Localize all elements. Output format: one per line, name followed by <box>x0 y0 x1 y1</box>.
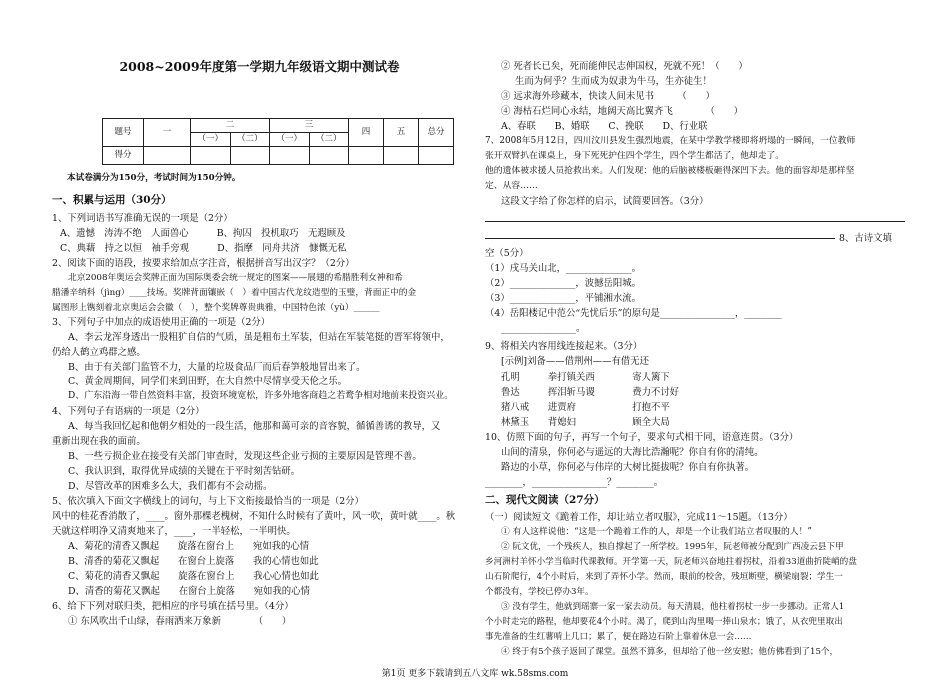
passage-line: 风中的桂花香消散了，____。窗外那棵老槐树，不知什么时候有了黄叶，风一吹，黄叶就____。秋 <box>52 511 456 522</box>
option-line: 重新出现在我的面前。 <box>52 436 146 447</box>
page-title: 2008~2009年度第一学期九年级语文期中测试卷 <box>119 59 400 74</box>
passage-line: ① 有人这样说他：“这是一个跪着工作的人，却是一个让我们站立者叹服的人！” <box>501 527 812 537</box>
score-cell: （一） <box>191 133 231 147</box>
question-line: 空（5分） <box>485 248 529 259</box>
question-line: 4、下列句子有语病的一项是（2分） <box>52 406 205 417</box>
option-line: 仍给人鹤立鸡群之感。 <box>52 347 146 358</box>
score-cell: （二） <box>230 133 270 147</box>
option-line: A、遗憾 涛涛不绝 人面兽心 B、拘囚 投机取巧 无遐顾及 <box>60 228 346 239</box>
passage-line: 个小时走完的路程，他却要花4个小时。渴了，爬到山沟里喝一捧山泉水；饿了，从衣兜里取出 <box>485 617 843 627</box>
blank-line[interactable]: ________，________________？________。 <box>485 477 664 488</box>
passage-line: 路边的小草，你何必与伟岸的大树比挺拔呢？你自有你执著。 <box>501 462 755 473</box>
option-line: A、菊花的清香又飘起 旋落在窗台上 宛如我的心情 <box>68 541 310 552</box>
example-line: [示例]刘备——借荆州——有借无还 <box>501 356 649 367</box>
score-input[interactable] <box>349 147 384 165</box>
option-line: B、清香的菊花又飘起 在窗台上旋落 我的心情也如此 <box>68 556 319 567</box>
score-input[interactable] <box>191 147 231 165</box>
score-input[interactable] <box>384 147 419 165</box>
score-input[interactable] <box>419 147 454 165</box>
score-cell: 得分 <box>103 147 144 165</box>
score-cell: 五 <box>384 119 419 147</box>
option-line: D、清香的菊花又飘起 在窗台上旋落 宛如我的心情 <box>68 586 310 597</box>
passage-line: 山石阶爬行，4个小时后，来到了弄怀小学。然而，眼前的校舍，残垣断壁，横梁扇裂；学生一 <box>485 572 843 582</box>
passage-line: 属图形上镌刻着北京奥运会会徽（ ），整个奖牌尊贵典雅，中国特色浓（yù）______ <box>52 303 380 313</box>
option-line: 生而为何乎？生而成为奴隶为牛马，生亦徒生！ <box>515 76 712 87</box>
score-cell: 二 <box>191 119 270 133</box>
score-cell: （二） <box>309 133 349 147</box>
score-cell: 题号 <box>103 119 144 147</box>
option-line: B、一些亏损企业在接受有关部门审查时，发现这些企业亏损的主要原因是管理不善。 <box>68 451 422 462</box>
score-table <box>102 118 454 165</box>
score-input[interactable] <box>230 147 270 165</box>
passage-line: 张开双臂扒在课桌上，身下死死护住四个学生，四个学生都活了，他却走了。 <box>485 151 785 161</box>
question-line: 5、依次填入下面文字横线上的词句，与上下文衔接最恰当的一项是（2分） <box>52 496 364 507</box>
option-line: A、李云龙浑身透出一股粗犷自信的气质，虽是粗布土军装，但站在军装笔挺的晋军将领中， <box>68 332 450 343</box>
question-line: 9、将相关内容用线连接起来。（3分） <box>485 341 643 352</box>
match-line: 猪八戒 进贾府 打抱不平 <box>501 402 670 413</box>
blank-line[interactable]: ________________。 <box>501 323 586 334</box>
passage-line: ② 阮文优，一个残疾人，独自撑起了一所学校。1995年，阮老师被分配到广西凌云县下甲 <box>501 542 844 552</box>
option-line: ④ 海枯石烂同心永结，地阔天高比翼齐飞 （ ） <box>501 106 744 117</box>
passage-line: ③ 没有学生，他就到瑶寨一家一家去动员。每天清晨，他柱着拐杖一步一步挪动。正常人1 <box>501 602 845 612</box>
page-footer: 第1页 更多下载请到五八文库 wk.58sms.com <box>381 669 569 679</box>
passage-line: 事先准备的生红薯啃上几口；累了，便在路边石阶上靠着休息一会…… <box>485 632 752 642</box>
passage-line: ④ 终于有5个孩子返回了课堂。虽然不算多，但却给了他一丝安慰；他仿佛看到了15个， <box>501 647 839 657</box>
question-line: 2、阅读下面的语段，按要求给加点字注音，根据拼音写出汉字？（2分） <box>52 258 355 269</box>
blank-line[interactable]: （2）______________，波撼岳阳城。 <box>485 278 641 289</box>
option-line: D、尽管改革的困难多么大，我们都有不会动摇。 <box>68 481 273 492</box>
section-heading: 一、积累与运用（30分） <box>52 194 172 206</box>
option-line: B、由于有关部门监管不力，大量的垃圾食品厂而后春笋般地冒出来了。 <box>68 362 366 373</box>
answer-line[interactable] <box>485 221 905 222</box>
passage-line: 腊潘辛纳科（jìng）____技场。奖牌背面镶嵌（ ）着中国古代龙纹造型的玉璧，背面正中的金 <box>52 288 417 298</box>
question-line: 8、古诗文填 <box>839 233 892 244</box>
match-line: 孔明 拳打镇关西 寄人篱下 <box>501 372 670 383</box>
option-line: ③ 远求海外珍藏本，快读人间未见书 （ ） <box>501 91 715 102</box>
question-line: 7、2008年5月12日，四川汶川县发生强烈地震，在某中学教学楼即将坍塌的一瞬间，一位教师 <box>485 136 856 146</box>
question-line: 10、仿照下面的句子，再写一个句子，要求句式相干同，语意连贯。（3分） <box>485 432 799 443</box>
option-line: ① 东风吹出千山绿，春雨洒来万象新 （ ） <box>68 616 292 627</box>
passage-line: 山间的清泉，你何必与遥远的大海比浩瀚呢？你自有你的清纯。 <box>501 447 764 458</box>
score-input[interactable] <box>144 147 191 165</box>
option-line: C、典藉 持之以恒 袖手旁观 D、指摩 同舟共济 慷慨无私 <box>60 243 347 254</box>
question-line: 这段文字给了你怎样的启示，试简要回答。（3分） <box>501 196 709 207</box>
exam-note: 本试卷满分为150分，考试时间为150分钟。 <box>67 173 241 183</box>
score-cell: （一） <box>270 133 310 147</box>
blank-line[interactable]: （1）戌马关山北，______________。 <box>485 263 641 274</box>
question-line: （一）阅读短文《跪着工作，却让站立者叹服》，完成11～15题。（13分） <box>485 512 793 523</box>
score-input[interactable] <box>309 147 349 165</box>
blank-line[interactable]: （3）______________，平铺湘水流。 <box>485 293 641 304</box>
question-line: 6、给下下列对联归类，把相应的序号填在括号里。（4分） <box>52 601 294 612</box>
passage-line: 个都没有，学校已停办3年。 <box>485 587 594 597</box>
question-line: 1、下列词语书写准确无误的一项是（2分） <box>52 213 233 224</box>
question-line: 3、下列句子中加点的成语使用正确的一项是（2分） <box>52 317 271 328</box>
match-line: 鲁达 挥泪斩马谡 费力不讨好 <box>501 387 680 398</box>
passage-line: 他的遗体被求援人员抢救出来。人们发现：他的后脑被楼板砸得深凹下去。他的面容却是那样坚 <box>485 166 855 176</box>
match-line: 林黛玉 背媳妇 顾全大局 <box>501 417 670 428</box>
passage-line: 乡河洲村羊怀小学当临时代课教师。开学第一天，阮老师兴奋地拄着拐杖，沿着33道曲折陡峭的盘 <box>485 557 857 567</box>
option-line: A、每当我回忆起和他朝夕相处的一段生活，他那和蔼可亲的音容貌，循循善诱的教导，又 <box>68 421 441 432</box>
option-line: D、广东沿海一带自然资料丰富，投资环境宽松，许多外地客商趋之若鹜争相对地前来投资兴业。 <box>68 391 454 401</box>
score-cell: 一 <box>144 119 191 147</box>
option-line: C、菊花的清香又飘起 旋落在窗台上 我心心情也如此 <box>68 571 319 582</box>
option-line: C、我认识到，取得优异成绩的关键在于平时刻苦钻研。 <box>68 466 301 477</box>
answer-line[interactable] <box>485 238 835 239</box>
section-heading: 二、现代文阅读（27分） <box>485 494 605 506</box>
passage-line: 天就这样明净又清爽地来了，____，一半轻松，一半明快。 <box>52 526 296 537</box>
score-cell: 三 <box>270 119 349 133</box>
option-line: C、黄金周期间，同学们来到田野，在大自然中尽情享受天伦之乐。 <box>68 376 348 387</box>
passage-line: 定、从容…… <box>485 181 538 191</box>
passage-line: 北京2008年奥运会奖牌正面为国际奥委会统一规定的图案——展翅的希腊胜利女神和希 <box>68 273 403 283</box>
option-line: ② 死者长已矣，死而能伸民志伸国权，死就不死！（ ） <box>501 61 748 72</box>
blank-line[interactable]: （4）岳阳楼记中范公“先忧后乐”的原句是________________，________ <box>485 308 782 319</box>
score-cell: 四 <box>349 119 384 147</box>
score-input[interactable] <box>270 147 310 165</box>
option-line: A、春联 B、婚联 C、挽联 D、行业联 <box>501 121 708 132</box>
score-cell: 总分 <box>419 119 454 147</box>
